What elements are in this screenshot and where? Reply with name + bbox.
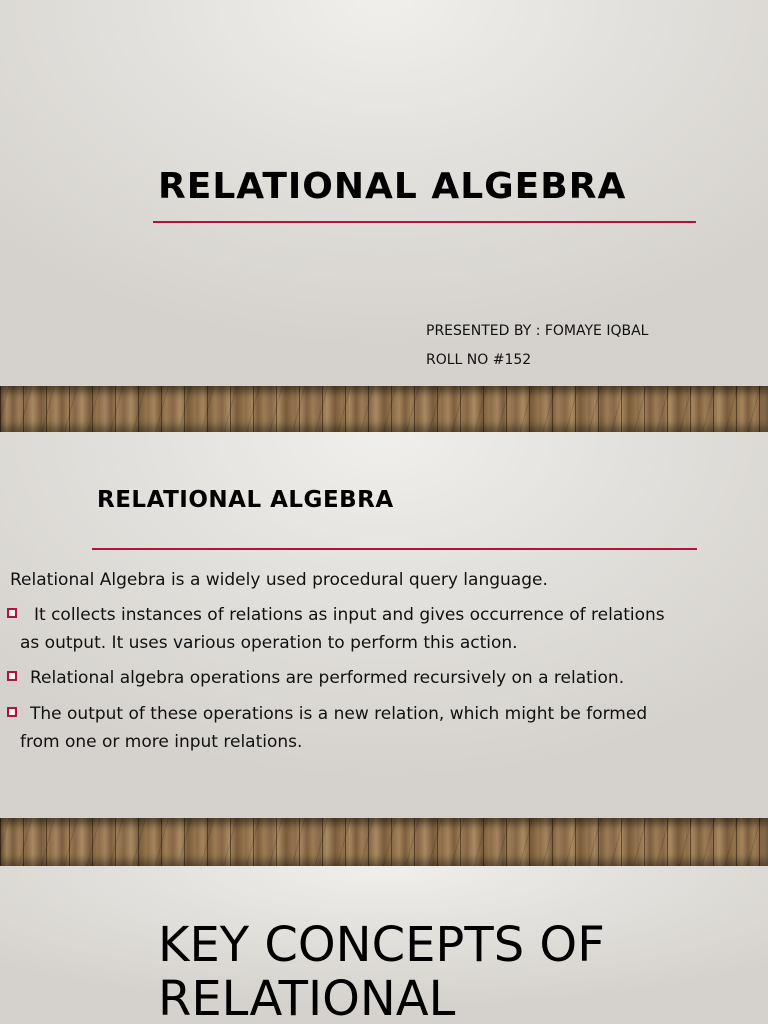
square-bullet-icon [7, 608, 17, 618]
bullet-text-line: Relational algebra operations are performed recursively on a relation. [30, 668, 625, 688]
slide-2 [0, 432, 768, 818]
bullet-item [5, 664, 624, 692]
bullet-item [5, 601, 665, 657]
roll-number: ROLL NO #152 [426, 352, 532, 368]
wood-floor-divider [0, 386, 768, 432]
square-bullet-icon [7, 671, 17, 681]
slide-3-title [158, 918, 718, 1024]
slide-2-title: RELATIONAL ALGEBRA [97, 487, 394, 513]
wood-floor-divider [0, 818, 768, 866]
slide-3-title-line: RELATIONAL [158, 971, 456, 1024]
bullet-text-line: The output of these operations is a new relation, which might be formed [30, 704, 648, 724]
square-bullet-icon [7, 707, 17, 717]
bullet-item [5, 700, 647, 756]
slide-1-title: RELATIONAL ALGEBRA [158, 166, 627, 207]
slide-3-title-line: KEY CONCEPTS OF [158, 917, 605, 973]
bullet-text-line: from one or more input relations. [20, 732, 303, 752]
intro-text: Relational Algebra is a widely used procedural query language. [10, 570, 548, 590]
slide-2-title-underline [92, 548, 697, 550]
bullet-text-line: It collects instances of relations as input and gives occurrence of relations [34, 605, 665, 625]
presenter-name: PRESENTED BY : FOMAYE IQBAL [426, 323, 649, 339]
slide-1 [0, 0, 768, 386]
slide-1-title-underline [153, 221, 696, 223]
slide-3 [0, 866, 768, 1024]
bullet-text-line: as output. It uses various operation to perform this action. [20, 633, 518, 653]
